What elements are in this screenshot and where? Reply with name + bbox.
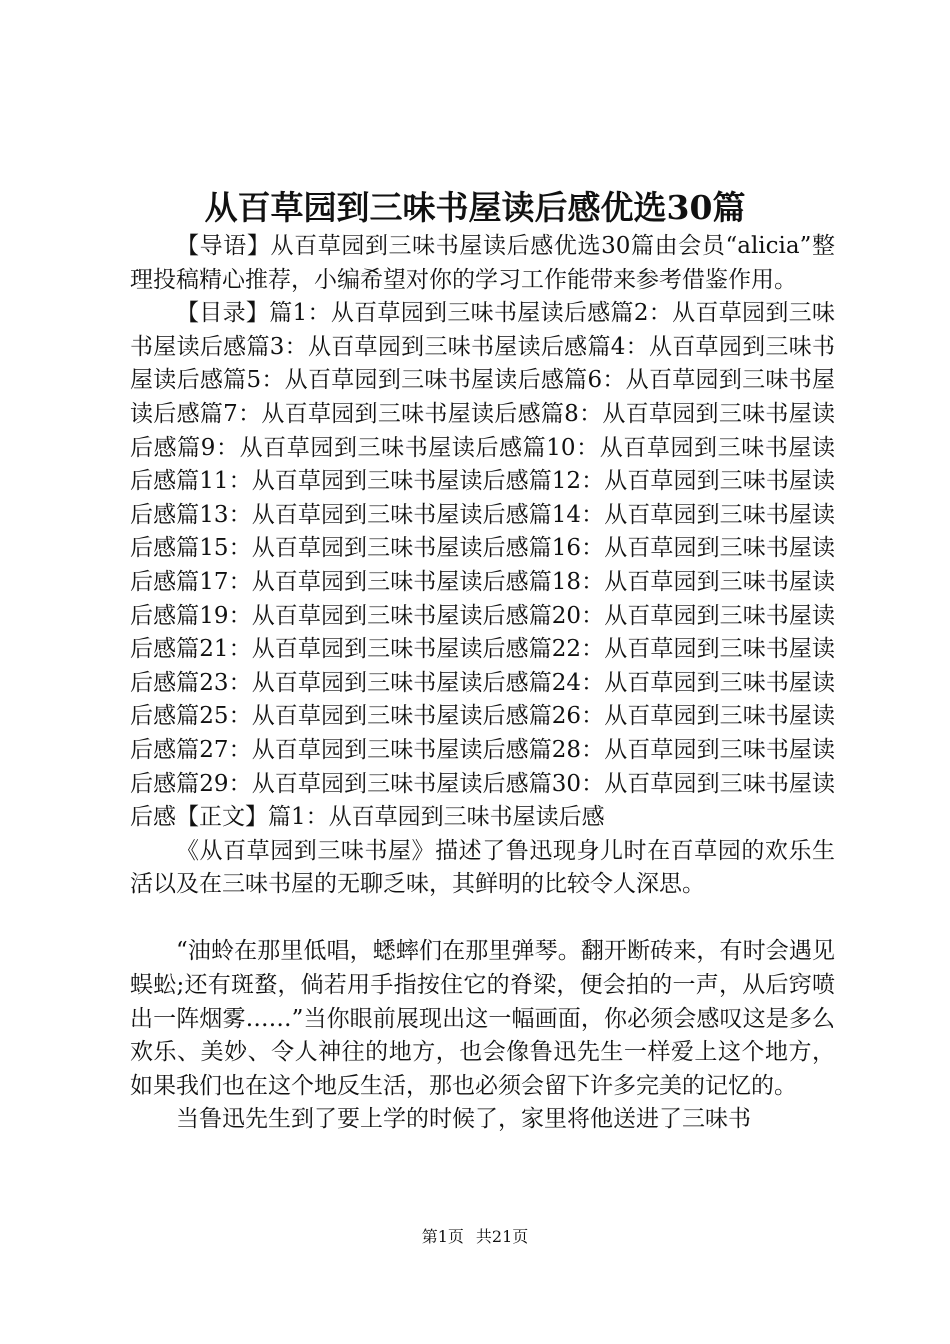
intro-paragraph: 【导语】从百草园到三味书屋读后感优选30篇由会员“alicia”整理投稿精心推荐，小编希望对你的学习工作能带来参考借鉴作用。	[130, 233, 835, 293]
table-of-contents-paragraph: 【目录】篇1：从百草园到三味书屋读后感篇2：从百草园到三味书屋读后感篇3：从百草园到三味书屋读后感篇4：从百草园到三味书屋读后感篇5：从百草园到三味书屋读后感篇6：从百草园到三味书屋读后感篇7：从百草园到三味书屋读后感篇8：从百草园到三味书屋读后感篇9：从百草园到三味书屋读后感篇10：从百草园到三味书屋读后感篇11：从百草园到三味书屋读后感篇12：从百草园到三味书屋读后感篇13：从百草园到三味书屋读后感篇14：从百草园到三味书屋读后感篇15：从百草园到三味书屋读后感篇16：从百草园到三味书屋读后感篇17：从百草园到三味书屋读后感篇18：从百草园到三味书屋读后感篇19：从百草园到三味书屋读后感篇20：从百草园到三味书屋读后感篇21：从百草园到三味书屋读后感篇22：从百草园到三味书屋读后感篇23：从百草园到三味书屋读后感篇24：从百草园到三味书屋读后感篇25：从百草园到三味书屋读后感篇26：从百草园到三味书屋读后感篇27：从百草园到三味书屋读后感篇28：从百草园到三味书屋读后感篇29：从百草园到三味书屋读后感篇30：从百草园到三味书屋读后感【正文】篇1：从百草园到三味书屋读后感	[130, 300, 835, 831]
body-paragraph-3: 当鲁迅先生到了要上学的时候了，家里将他送进了三味书	[176, 1106, 751, 1133]
document-body	[130, 230, 835, 1137]
document-title: 从百草园到三味书屋读后感优选30篇	[204, 188, 746, 227]
page-number: 第1页	[421, 1227, 464, 1246]
page-footer	[0, 1226, 950, 1248]
body-paragraph-2: “油蛉在那里低唱，蟋蟀们在那里弹琴。翻开断砖来，有时会遇见蜈蚣;还有斑蝥，倘若用手指按住它的脊梁，便会拍的一声，从后窍喷出一阵烟雾……”当你眼前展现出这一幅画面，你必须会感叹这是多么欢乐、美妙、令人神往的地方，也会像鲁迅先生一样爱上这个地方，如果我们也在这个地反生活，那也必须会留下许多完美的记忆的。	[130, 938, 835, 1099]
body-paragraph-1: 《从百草园到三味书屋》描述了鲁迅现身儿时在百草园的欢乐生活以及在三味书屋的无聊乏味，其鲜明的比较令人深思。	[130, 837, 835, 898]
page-total: 共21页	[475, 1227, 529, 1246]
